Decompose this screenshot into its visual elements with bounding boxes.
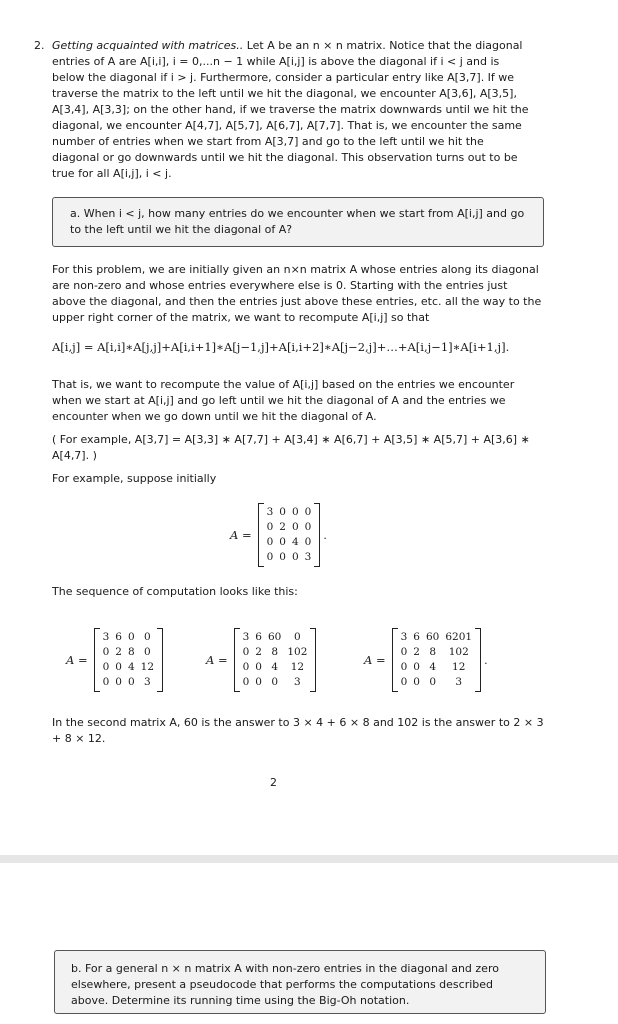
matrix-cell: 0	[115, 676, 122, 688]
matrix-cell: 3	[455, 676, 463, 688]
matrix-bracket	[392, 628, 481, 692]
page-number: 2	[270, 776, 277, 789]
matrix-cell: 0	[144, 631, 151, 643]
problem-title: Getting acquainted with matrices..	[52, 39, 244, 52]
matrix-cell: 2	[279, 521, 286, 533]
matrix-table	[398, 630, 475, 690]
sequence-matrix-3: A = 3 6 60 6201 0 2 8 102 0 0 4 12 0 0 0 3 .	[364, 628, 488, 692]
matrix-cell: 3	[304, 551, 312, 563]
matrix-cell: 4	[271, 661, 279, 673]
matrix-row	[264, 505, 315, 520]
example-intro: For example, suppose initially	[52, 472, 217, 485]
matrix-cell: 0	[271, 676, 279, 688]
matrix-cell: 2	[255, 646, 262, 658]
part-a-text: a. When i < j, how many entries do we encounter when we start from A[i,j] and go to the left until we hit the diagonal of A?	[70, 207, 525, 236]
matrix-cell: 2	[115, 646, 122, 658]
matrix-cell: 0	[304, 536, 312, 548]
matrix-cell: 6201	[445, 631, 473, 643]
note-paragraph: In the second matrix A, 60 is the answer to 3 × 4 + 6 × 8 and 102 is the answer to 2 × 3 + 8 × 12.	[52, 716, 544, 745]
matrix-row	[240, 675, 311, 690]
matrix-label: A =	[206, 653, 228, 667]
matrix-bracket	[234, 628, 317, 692]
matrix-cell: 0	[127, 676, 135, 688]
matrix-cell: 0	[102, 646, 110, 658]
initial-matrix: A = 3 0 0 0 0 2 0 0 0 0 4 0 0 0 0 3 .	[230, 503, 327, 567]
matrix-cell: 6	[255, 631, 262, 643]
matrix-cell: 0	[291, 551, 299, 563]
matrix-cell: 8	[271, 646, 279, 658]
matrix-cell: 3	[294, 676, 301, 688]
matrix-cell: 3	[102, 631, 110, 643]
matrix-row	[240, 645, 311, 660]
matrix-label: A =	[66, 653, 88, 667]
matrix-row	[100, 675, 157, 690]
matrix-cell: 102	[448, 646, 469, 658]
matrix-cell: 0	[294, 631, 301, 643]
matrix-cell: 0	[144, 646, 151, 658]
example-equation: ( For example, A[3,7] = A[3,3] ∗ A[7,7] + A[3,4] ∗ A[6,7] + A[3,5] ∗ A[5,7] + A[3,6] ∗ A[4,7]. )	[52, 433, 530, 462]
matrix-cell: 0	[279, 506, 286, 518]
matrix-cell: 0	[242, 661, 250, 673]
matrix-cell: 0	[266, 521, 274, 533]
matrix-cell: 0	[400, 676, 408, 688]
matrix-row	[264, 550, 315, 565]
matrix-cell: 0	[242, 676, 250, 688]
matrix-table	[100, 630, 157, 690]
matrix-row	[100, 660, 157, 675]
matrix-cell: 0	[279, 551, 286, 563]
matrix-cell: 0	[304, 506, 312, 518]
matrix-cell: 12	[452, 661, 466, 673]
matrix-cell: 0	[127, 631, 135, 643]
matrix-cell: 12	[140, 661, 155, 673]
matrix-row	[264, 535, 315, 550]
matrix-cell: 0	[400, 646, 408, 658]
matrix-row	[264, 520, 315, 535]
matrix-row	[240, 630, 311, 645]
matrix-cell: 0	[291, 521, 299, 533]
matrix-cell: 4	[429, 661, 437, 673]
matrix-row	[240, 660, 311, 675]
matrix-cell: 0	[266, 536, 274, 548]
matrix-cell: 0	[255, 676, 262, 688]
matrix-cell: 3	[242, 631, 250, 643]
matrix-cell: 8	[127, 646, 135, 658]
matrix-cell: 0	[291, 506, 299, 518]
sequence-matrix-1	[66, 628, 163, 692]
explain-paragraph: That is, we want to recompute the value of A[i,j] based on the entries we encounter when we start at A[i,j] and go left until we hit the diagonal of A and the entries we encounter when we go down until we hit the diagonal of A.	[52, 378, 515, 423]
matrix-bracket	[258, 503, 321, 567]
matrix-cell: 0	[115, 661, 122, 673]
matrix-label: A =	[230, 528, 252, 542]
matrix-row	[100, 645, 157, 660]
matrix-cell: 0	[429, 676, 437, 688]
matrix-cell: 0	[102, 661, 110, 673]
matrix-cell: 4	[127, 661, 135, 673]
matrix-cell: 12	[290, 661, 305, 673]
matrix-cell: 6	[115, 631, 122, 643]
part-b-box	[54, 950, 546, 1014]
sequence-matrix-2	[206, 628, 316, 692]
matrix-row	[100, 630, 157, 645]
matrix-cell: 0	[413, 661, 420, 673]
problem-number: 2.	[34, 39, 45, 52]
matrix-cell: 2	[413, 646, 420, 658]
matrix-row	[398, 675, 475, 690]
matrix-cell: 0	[413, 676, 420, 688]
problem-intro-text: Let A be an n × n matrix. Notice that the diagonal entries of A are A[i,i], i = 0,...n − 1 while A[i,j] is above the diagonal if i < j and is below the diagonal if i > j. Furthermore, consider a particular entry like A[3,7]. If we traverse the matrix to the left until we hit the diagonal, we encounter A[3,6], A[3,5], A[3,4], A[3,3]; on the other hand, if we traverse the matrix downwards until we hit the diagonal, we encounter A[4,7], A[5,7], A[6,7], A[7,7]. That is, we encounter the same number of entries when we start from A[3,7] and go to the left until we hit the diagonal or go downwards until we hit the diagonal. This observation turns out to be true for all A[i,j], i < j.	[52, 39, 529, 180]
setup-paragraph: For this problem, we are initially given an n×n matrix A whose entries along its diagonal are non-zero and whose entries everywhere else is 0. Starting with the entries just above the diagonal, and then the entries just above these entries, etc. all the way to the upper right corner of the matrix, we want to recompute A[i,j] so that	[52, 263, 542, 324]
matrix-row	[398, 630, 475, 645]
matrix-cell: 60	[267, 631, 282, 643]
matrix-cell: 4	[291, 536, 299, 548]
matrix-cell: 0	[279, 536, 286, 548]
matrix-row	[398, 660, 475, 675]
matrix-table	[240, 630, 311, 690]
matrix-cell: 0	[255, 661, 262, 673]
matrix-cell: 0	[102, 676, 110, 688]
matrix-cell: 0	[266, 551, 274, 563]
matrix-row	[398, 645, 475, 660]
matrix-cell: 3	[144, 676, 151, 688]
recurrence-equation: A[i,j] = A[i,i]∗A[j,j]+A[i,i+1]∗A[j−1,j]+A[i,i+2]∗A[j−2,j]+…+A[i,j−1]∗A[i+1,j].	[52, 340, 510, 354]
matrix-cell: 102	[287, 646, 308, 658]
matrix-bracket	[94, 628, 163, 692]
matrix-cell: 0	[400, 661, 408, 673]
matrix-cell: 0	[304, 521, 312, 533]
page-separator	[0, 855, 618, 863]
matrix-label: A =	[364, 653, 386, 667]
matrix-cell: 60	[425, 631, 440, 643]
matrix-cell: 0	[242, 646, 250, 658]
matrix-cell: 3	[400, 631, 408, 643]
part-b-text: b. For a general n × n matrix A with non-zero entries in the diagonal and zero elsewhere, present a pseudocode that performs the computations described above. Determine its running time using the Big-Oh notation.	[71, 962, 499, 1007]
sequence-intro: The sequence of computation looks like this:	[52, 585, 298, 598]
matrix-table	[264, 505, 315, 565]
matrix-cell: 3	[266, 506, 274, 518]
matrix-cell: 6	[413, 631, 420, 643]
matrix-cell: 8	[429, 646, 437, 658]
part-a-box	[52, 197, 544, 247]
